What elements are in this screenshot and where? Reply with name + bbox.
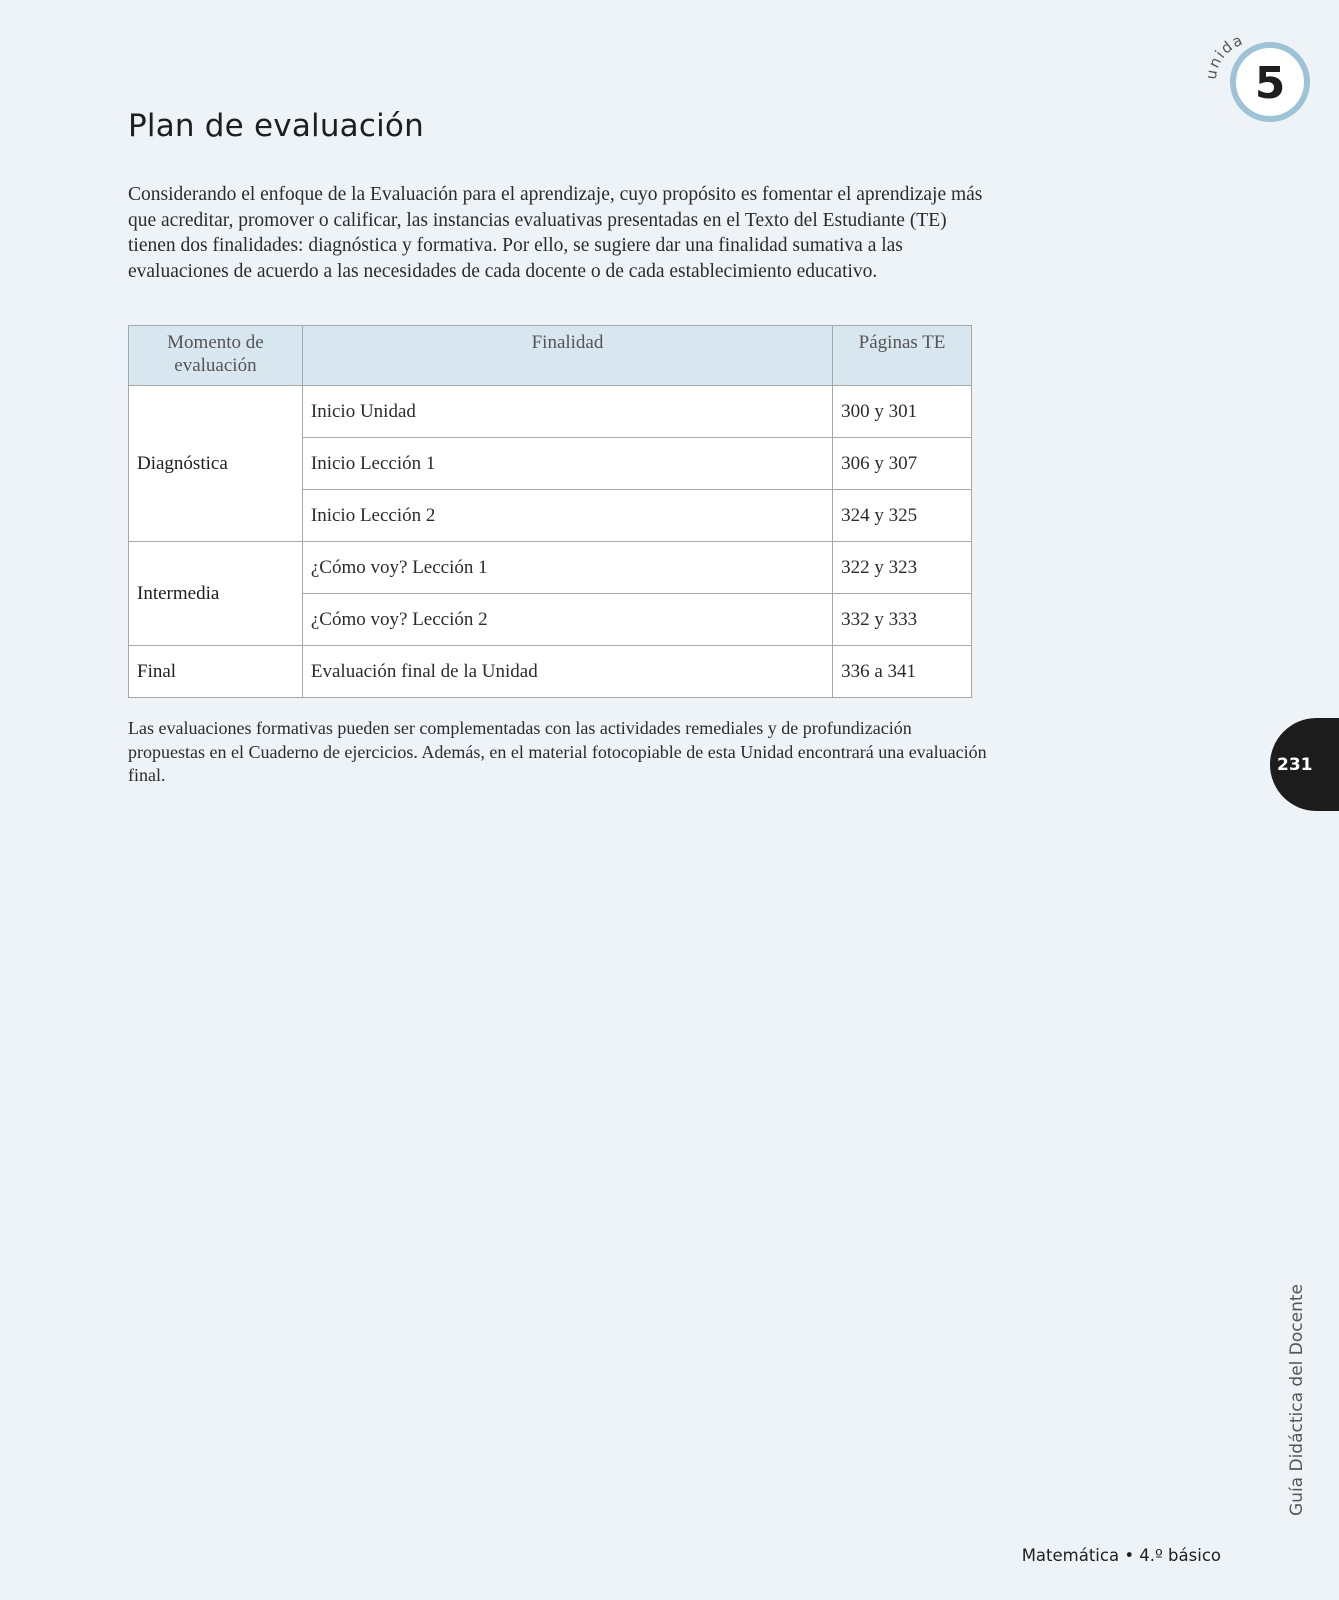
finalidad-cell: Inicio Lección 2 — [302, 490, 832, 542]
table-row — [129, 646, 972, 698]
header-finalidad: Finalidad — [302, 326, 832, 386]
header-momento: Momento de evaluación — [129, 326, 303, 386]
table-row — [129, 542, 972, 594]
page-number: 231 — [1277, 754, 1313, 775]
moment-cell: Diagnóstica — [129, 386, 303, 542]
moment-cell: Final — [129, 646, 303, 698]
paginas-cell: 324 y 325 — [833, 490, 972, 542]
unit-number: 5 — [1254, 58, 1286, 109]
footer: Matemática • 4.º básico — [1021, 1546, 1221, 1565]
paginas-cell: 300 y 301 — [833, 386, 972, 438]
finalidad-cell: ¿Cómo voy? Lección 2 — [302, 594, 832, 646]
intro-paragraph: Considerando el enfoque de la Evaluación para el aprendizaje, cuyo propósito es fomentar el aprendizaje más que acreditar, promover o calificar, las instancias evaluativas presentadas en el Texto del Estudiante (TE) tienen dos finalidades: diagnóstica y formativa. Por ello, se sugiere dar una finalidad sumativa a las evaluaciones de acuerdo a las necesidades de cada docente o de cada establecimiento educativo. — [128, 184, 983, 282]
paginas-cell: 322 y 323 — [833, 542, 972, 594]
side-label: Guía Didáctica del Docente — [1287, 1284, 1307, 1516]
moment-cell: Intermedia — [129, 542, 303, 646]
unit-badge — [1208, 26, 1328, 126]
evaluation-plan-table — [128, 325, 972, 698]
finalidad-cell: Evaluación final de la Unidad — [302, 646, 832, 698]
paginas-cell: 306 y 307 — [833, 438, 972, 490]
finalidad-cell: ¿Cómo voy? Lección 1 — [302, 542, 832, 594]
page-number-tab — [1270, 718, 1339, 811]
finalidad-cell: Inicio Unidad — [302, 386, 832, 438]
page-title: Plan de evaluación — [128, 108, 424, 144]
unit-label: ida — [1211, 30, 1247, 62]
finalidad-cell: Inicio Lección 1 — [302, 438, 832, 490]
header-paginas: Páginas TE — [833, 326, 972, 386]
table-row — [129, 386, 972, 438]
note-paragraph: Las evaluaciones formativas pueden ser complementadas con las actividades remediales y de profundización propuestas en el Cuaderno de ejercicios. Además, en el material fotocopiable de esta Unidad encontrará una evaluación final. — [128, 718, 987, 785]
paginas-cell: 332 y 333 — [833, 594, 972, 646]
table-header-row — [129, 326, 972, 386]
paginas-cell: 336 a 341 — [833, 646, 972, 698]
